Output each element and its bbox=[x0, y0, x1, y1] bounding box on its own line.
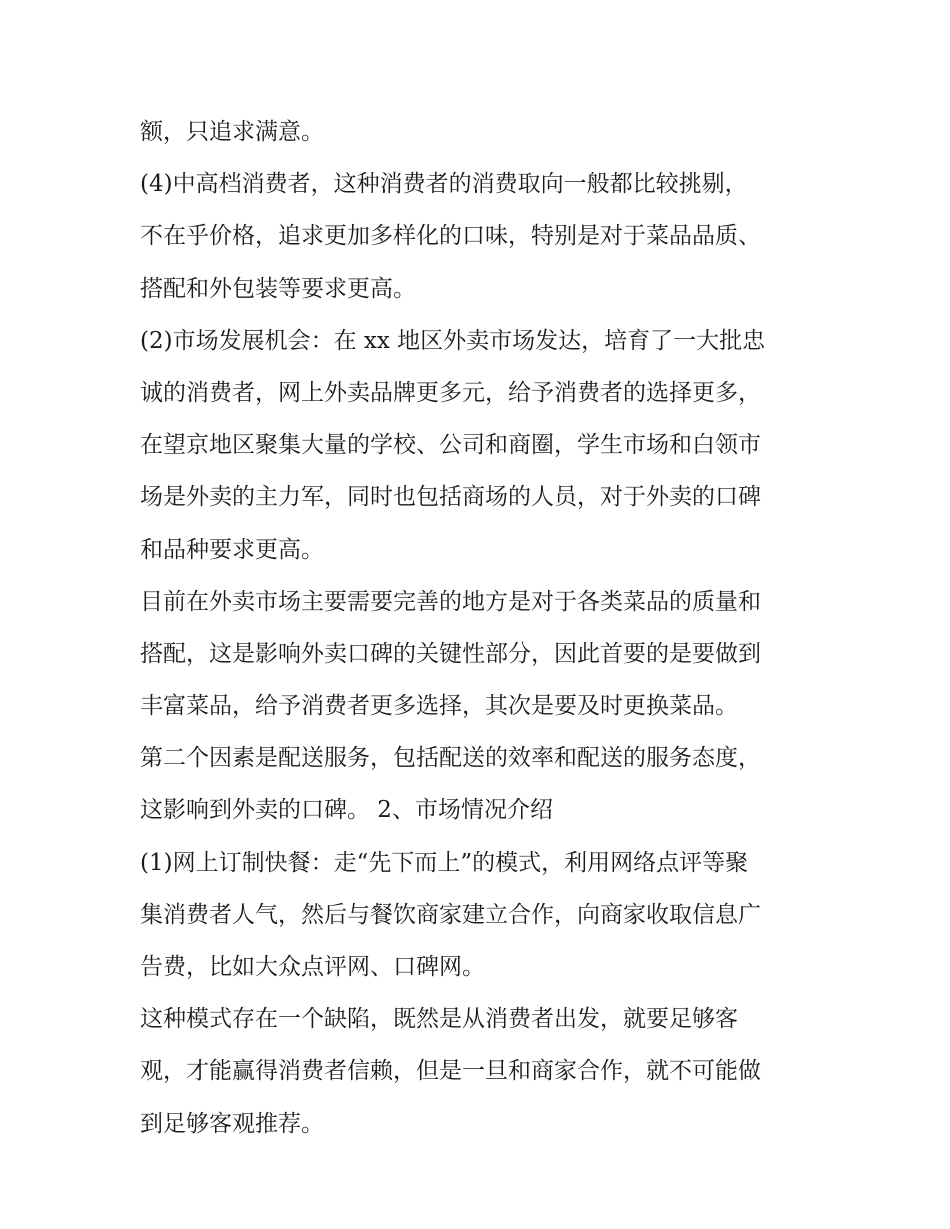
text-line: 和品种要求更高。 bbox=[140, 536, 324, 563]
text-line: 搭配，这是影响外卖口碑的关键性部分，因此首要的是要做到 bbox=[140, 640, 761, 667]
text-line: 集消费者人气，然后与餐饮商家建立合作，向商家收取信息广 bbox=[140, 901, 761, 928]
text-line: 额，只追求满意。 bbox=[140, 119, 324, 145]
text-line: 不在乎价格，追求更加多样化的口味，特别是对于菜品品质、 bbox=[140, 223, 761, 250]
text-line: 在望京地区聚集大量的学校、公司和商圈，学生市场和白领市 bbox=[140, 432, 761, 459]
text-line: 这种模式存在一个缺陷，既然是从消费者出发，就要足够客 bbox=[140, 1006, 738, 1033]
text-line: 丰富菜品，给予消费者更多选择，其次是要及时更换菜品。 bbox=[140, 693, 738, 720]
text-line: (4)中高档消费者，这种消费者的消费取向一般都比较挑剔， bbox=[140, 171, 748, 198]
document-body bbox=[140, 106, 820, 1150]
text-line: 告费，比如大众点评网、口碑网。 bbox=[140, 954, 485, 980]
text-line: 这影响到外卖的口碑。 2、市场情况介绍 bbox=[140, 797, 553, 824]
text-line: 目前在外卖市场主要需要完善的地方是对于各类菜品的质量和 bbox=[140, 588, 761, 615]
text-line: (2)市场发展机会：在 xx 地区外卖市场发达，培育了一大批忠 bbox=[140, 327, 766, 354]
text-line: 搭配和外包装等要求更高。 bbox=[140, 275, 416, 302]
text-line: 诚的消费者，网上外卖品牌更多元，给予消费者的选择更多， bbox=[140, 379, 761, 406]
text-line: 观，才能赢得消费者信赖，但是一旦和商家合作，就不可能做 bbox=[140, 1058, 761, 1085]
text-line: 第二个因素是配送服务，包括配送的效率和配送的服务态度， bbox=[140, 745, 761, 772]
text-line: (1)网上订制快餐：走“先下而上”的模式，利用网络点评等聚 bbox=[140, 849, 749, 876]
text-line: 到足够客观推荐。 bbox=[140, 1110, 324, 1137]
text-line: 场是外卖的主力军，同时也包括商场的人员，对于外卖的口碑 bbox=[140, 484, 761, 511]
